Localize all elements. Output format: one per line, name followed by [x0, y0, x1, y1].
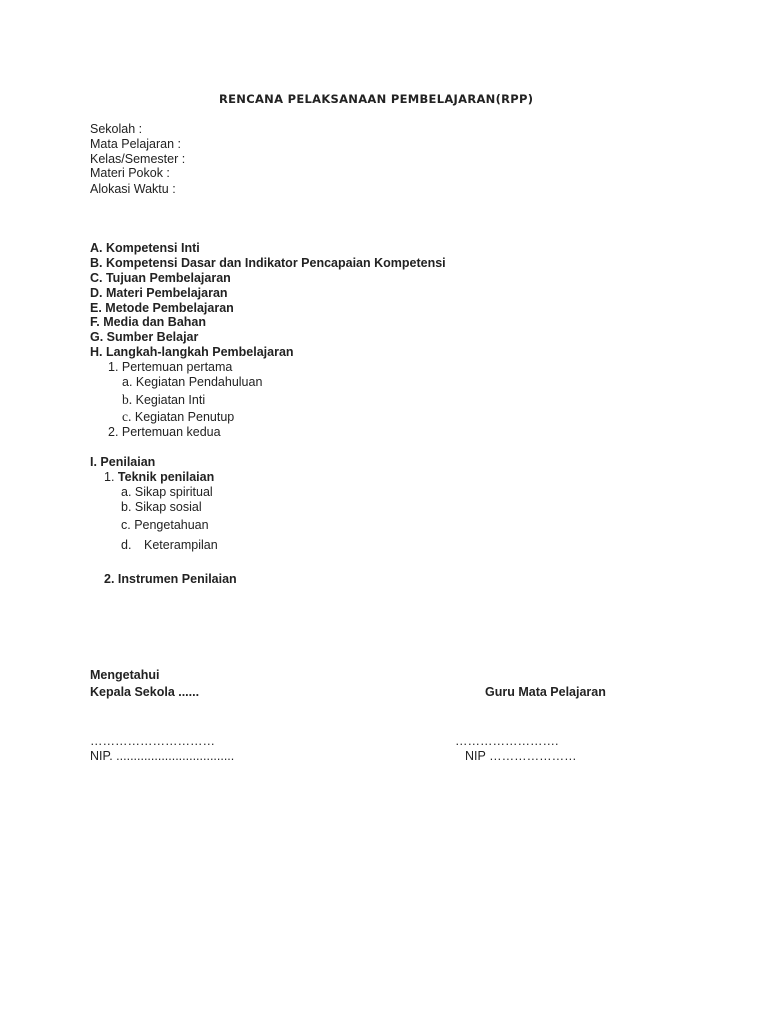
closing-activity-item — [122, 409, 234, 425]
instrument-heading: 2. Instrumen Penilaian — [104, 572, 237, 586]
knowledge-item: c. Pengetahuan — [121, 518, 209, 532]
section-e-heading: E. Metode Pembelajaran — [90, 301, 234, 315]
section-f-heading: F. Media dan Bahan — [90, 315, 206, 329]
skills-label: Keterampilan — [144, 538, 218, 552]
closing-activity-label: Kegiatan Penutup — [134, 410, 235, 424]
core-activity-item — [122, 392, 205, 408]
list-number: 1. — [104, 470, 115, 484]
list-marker: c. — [122, 409, 132, 424]
list-marker: d. — [121, 538, 132, 552]
meeting-1-item: 1. Pertemuan pertama — [108, 360, 233, 374]
class-semester-field: Kelas/Semester : — [90, 152, 186, 166]
assessment-technique-label: Teknik penilaian — [117, 470, 215, 484]
spiritual-attitude-item: a. Sikap spiritual — [121, 485, 213, 499]
section-h-heading: H. Langkah-langkah Pembelajaran — [90, 345, 294, 359]
list-marker: b. — [122, 392, 133, 407]
teacher-label: Guru Mata Pelajaran — [485, 685, 606, 699]
assessment-heading: I. Penilaian — [90, 455, 156, 469]
section-d-heading: D. Materi Pembelajaran — [90, 286, 228, 300]
subject-field: Mata Pelajaran : — [90, 137, 182, 151]
teacher-signature-line: ……………………. — [455, 734, 559, 748]
section-a-heading: A. Kompetensi Inti — [90, 241, 200, 255]
time-allocation-field: Alokasi Waktu : — [90, 182, 176, 196]
opening-activity-item: a. Kegiatan Pendahuluan — [122, 375, 263, 389]
principal-label: Kepala Sekola ...... — [90, 685, 200, 699]
teacher-nip: NIP ………………… — [465, 749, 577, 763]
principal-signature-line: ………………………… — [90, 734, 215, 748]
assessment-technique-item — [104, 470, 214, 485]
section-g-heading: G. Sumber Belajar — [90, 330, 199, 344]
acknowledge-label: Mengetahui — [90, 668, 160, 682]
core-activity-label: Kegiatan Inti — [135, 393, 206, 407]
section-b-heading: B. Kompetensi Dasar dan Indikator Pencapaian Kompetensi — [90, 256, 446, 270]
main-material-field: Materi Pokok : — [90, 166, 170, 180]
meeting-2-item: 2. Pertemuan kedua — [108, 425, 221, 439]
document-title: RENCANA PELAKSANAAN PEMBELAJARAN(RPP) — [219, 92, 534, 106]
social-attitude-item: b. Sikap sosial — [121, 500, 202, 514]
principal-nip: NIP. .................................. — [90, 749, 235, 763]
school-field: Sekolah : — [90, 122, 143, 136]
skills-item — [121, 538, 218, 553]
section-c-heading: C. Tujuan Pembelajaran — [90, 271, 231, 285]
